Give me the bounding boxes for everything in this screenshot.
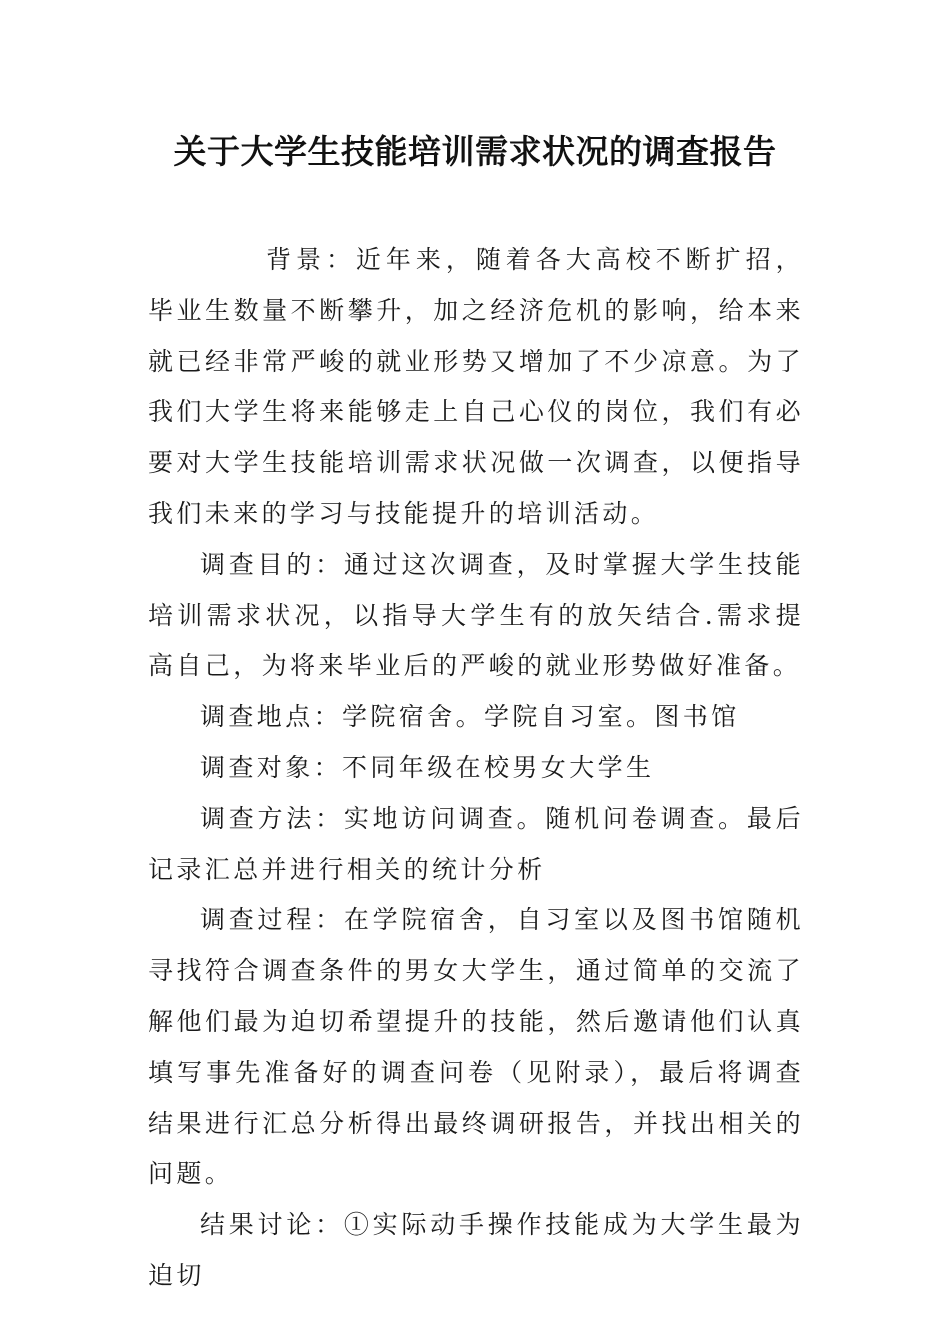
paragraph-location: 调查地点：学院宿舍。学院自习室。图书馆 xyxy=(200,702,740,732)
paragraph-background: 背景：近年来，随着各大高校不断扩招，毕业生数量不断攀升，加之经济危机的影响，给本来就已经非常严峻的就业形势又增加了不少凉意。为了我们大学生将来能够走上自己心仪的岗位，我们有必要对大学生技能培训需求状况做一次调查，以便指导我们未来的学习与技能提升的培训活动。 xyxy=(148,245,804,528)
paragraph-results: 结果讨论：①实际动手操作技能成为大学生最为迫切 xyxy=(148,1210,804,1290)
paragraph-method: 调查方法：实地访问调查。随机问卷调查。最后记录汇总并进行相关的统计分析 xyxy=(148,803,804,884)
paragraph-process: 调查过程：在学院宿舍，自习室以及图书馆随机寻找符合调查条件的男女大学生，通过简单的交流了解他们最为迫切希望提升的技能，然后邀请他们认真填写事先准备好的调查问卷（见附录），最后将调查结果进行汇总分析得出最终调研报告，并找出相关的问题。 xyxy=(148,905,804,1189)
paragraph-subjects: 调查对象：不同年级在校男女大学生 xyxy=(200,752,655,782)
document-body xyxy=(148,235,804,1302)
document-title: 关于大学生技能培训需求状况的调查报告 xyxy=(173,132,777,171)
paragraph-purpose: 调查目的：通过这次调查，及时掌握大学生技能培训需求状况，以指导大学生有的放矢结合.需求提高自己，为将来毕业后的严峻的就业形势做好准备。 xyxy=(148,549,804,681)
